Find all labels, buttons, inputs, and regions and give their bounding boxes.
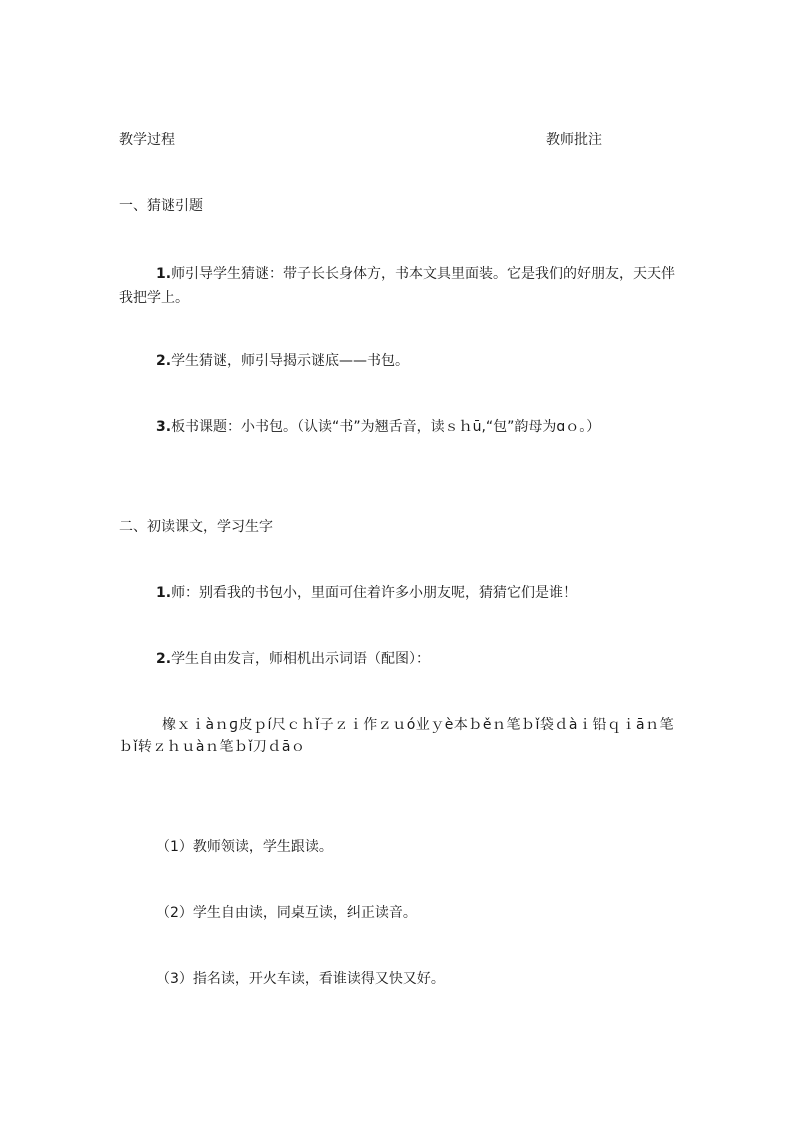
- paragraph-item: [156, 649, 430, 669]
- item-text: 学生猜谜，师引导揭示谜底——书包。: [171, 353, 410, 369]
- item-number: 1.: [156, 585, 172, 601]
- header-teacher-notes: 教师批注: [546, 132, 602, 148]
- item-text: 师：别看我的书包小，里面可住着许多小朋友呢，猜猜它们是谁！: [171, 585, 578, 601]
- item-text: 学生自由发言，师相机出示词语（配图）：: [171, 651, 431, 667]
- item-number: 2.: [156, 651, 172, 667]
- header-teaching-process: 教学过程: [119, 132, 175, 148]
- step-item: （1）教师领读，学生跟读。: [156, 839, 333, 855]
- item-text: 板书课题：小书包。（认读“书”为翘舌音，读ｓｈū,“包”韵母为ɑｏ。）: [171, 419, 601, 435]
- item-number: 1.: [156, 266, 172, 282]
- paragraph-item: [156, 351, 409, 371]
- step-item: （3）指名读，开火车读，看谁读得又快又好。: [156, 971, 445, 987]
- item-text: 师引导学生猜谜：带子长长身体方，书本文具里面装。它是我们的好朋友，天天伴我把学上。: [119, 266, 676, 306]
- pinyin-vocabulary-line: 橡ｘｉàｎɡ皮ｐí尺ｃｈǐ子ｚｉ作ｚｕó业ｙè本ｂěｎ笔ｂǐ袋ｄàｉ铅ｑｉāｎ笔ｂǐ转ｚｈｕàｎ笔ｂǐ刀ｄāｏ: [119, 717, 675, 755]
- section-title-reading: 二、初读课文，学习生字: [119, 519, 273, 535]
- step-item: （2）学生自由读，同桌互读，纠正读音。: [156, 905, 417, 921]
- item-number: 3.: [156, 419, 172, 435]
- paragraph-item: [119, 262, 679, 310]
- item-number: 2.: [156, 353, 172, 369]
- paragraph-item: [156, 583, 577, 603]
- paragraph-item: [156, 417, 600, 437]
- section-title-riddle: 一、猜谜引题: [119, 198, 203, 214]
